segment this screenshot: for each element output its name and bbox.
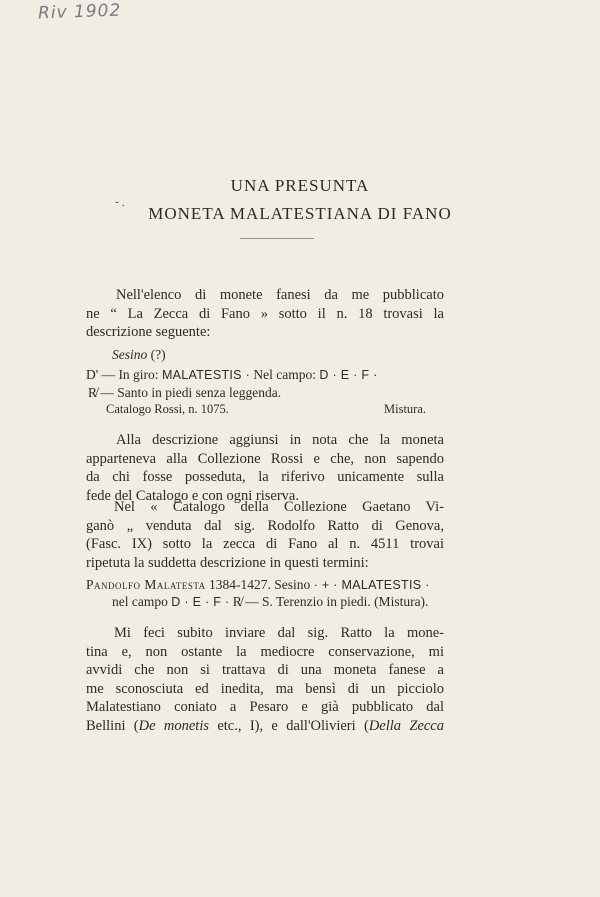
coin1-name-line bbox=[112, 347, 166, 363]
paragraph-4 bbox=[86, 624, 444, 736]
title-rule bbox=[240, 238, 314, 239]
text-line: Malatestiano coniato a Pesaro e già pubblicato dal bbox=[86, 699, 444, 716]
coin2-name: Sesino bbox=[274, 577, 311, 592]
coin2-dates: 1384-1427. bbox=[209, 577, 271, 592]
reverse-symbol: R̸ bbox=[88, 385, 98, 400]
text-line: Alla descrizione aggiunsi in nota che la moneta bbox=[116, 432, 444, 448]
title-line-1: UNA PRESUNTA bbox=[230, 176, 370, 195]
obverse-symbol: D' bbox=[86, 367, 99, 382]
coin2-reverse-symbol: R̸ bbox=[232, 594, 242, 609]
text-line: ne “ La Zecca di Fano » sotto il n. 18 trovasi la bbox=[86, 305, 444, 322]
text-line bbox=[86, 717, 444, 736]
coin2-line-1 bbox=[86, 577, 430, 593]
coin1-metal: Mistura. bbox=[384, 402, 427, 416]
coin1-reverse-line bbox=[88, 385, 281, 401]
coin2-legend: · + · MALATESTIS · bbox=[313, 578, 430, 592]
text-fragment: Bellini ( bbox=[86, 717, 139, 734]
coin2-line-2 bbox=[112, 594, 428, 610]
text-line: fede del Catalogo e con ogni riserva. bbox=[86, 487, 299, 504]
paragraph-2 bbox=[86, 431, 444, 505]
text-line: da chi fosse posseduta, la riferivo unicamente sulla bbox=[86, 469, 444, 486]
coin1-obverse-line bbox=[86, 367, 378, 383]
obverse-field: D · E · F · bbox=[319, 368, 378, 382]
text-line: descrizione seguente: bbox=[86, 324, 211, 341]
coin2-reverse-text: — S. Terenzio in piedi. (Mistura). bbox=[245, 594, 429, 609]
coin1-catalog: Catalogo Rossi, n. 1075. bbox=[106, 402, 229, 416]
paragraph-1 bbox=[86, 286, 444, 342]
text-line: (Fasc. IX) sotto la zecca di Fano al n. 4511 trovai bbox=[86, 536, 444, 553]
coin2-ruler: Pandolfo Malatesta bbox=[86, 577, 206, 592]
handwritten-annotation: Riv 1902 bbox=[37, 0, 122, 24]
text-line: avvidi che non si trattava di una moneta fanese a bbox=[86, 662, 444, 679]
work-title-della-zecca: Della Zecca bbox=[368, 717, 444, 734]
text-line: ganò „ venduta dal sig. Rodolfo Ratto di Genova, bbox=[86, 517, 444, 534]
text-line: tina e, non ostante la mediocre conservazione, mi bbox=[86, 643, 444, 660]
text-line: ripetuta la suddetta descrizione in questi termini: bbox=[86, 554, 369, 571]
work-title-de-monetis: De monetis bbox=[138, 717, 209, 734]
text-line: apparteneva alla Collezione Rossi e che, non sapendo bbox=[86, 450, 444, 467]
tick-mark: ˇ · bbox=[115, 200, 126, 212]
text-line: Mi feci subito inviare dal sig. Ratto la mone- bbox=[114, 625, 444, 641]
coin1-name: Sesino bbox=[112, 347, 148, 362]
obverse-field-label: Nel campo: bbox=[253, 367, 317, 382]
reverse-text: — Santo in piedi senza leggenda. bbox=[100, 385, 282, 400]
obverse-text: — In giro: bbox=[101, 367, 159, 382]
coin2-field: D · E · F · bbox=[171, 595, 230, 609]
title-line-2: MONETA MALATESTIANA DI FANO bbox=[148, 204, 452, 223]
obverse-legend: MALATESTIS · bbox=[161, 368, 251, 382]
coin1-query: (?) bbox=[150, 347, 166, 362]
text-line: me sconosciuta ed inedita, ma bensì di un picciolo bbox=[86, 680, 444, 697]
text-line: Nel « Catalogo della Collezione Gaetano Vi- bbox=[114, 499, 444, 515]
text-fragment: etc., I), e dall'Olivieri ( bbox=[209, 717, 369, 734]
paragraph-3 bbox=[86, 498, 444, 572]
coin2-field-label: nel campo bbox=[112, 594, 168, 609]
text-line: Nell'elenco di monete fanesi da me pubblicato bbox=[116, 287, 444, 303]
